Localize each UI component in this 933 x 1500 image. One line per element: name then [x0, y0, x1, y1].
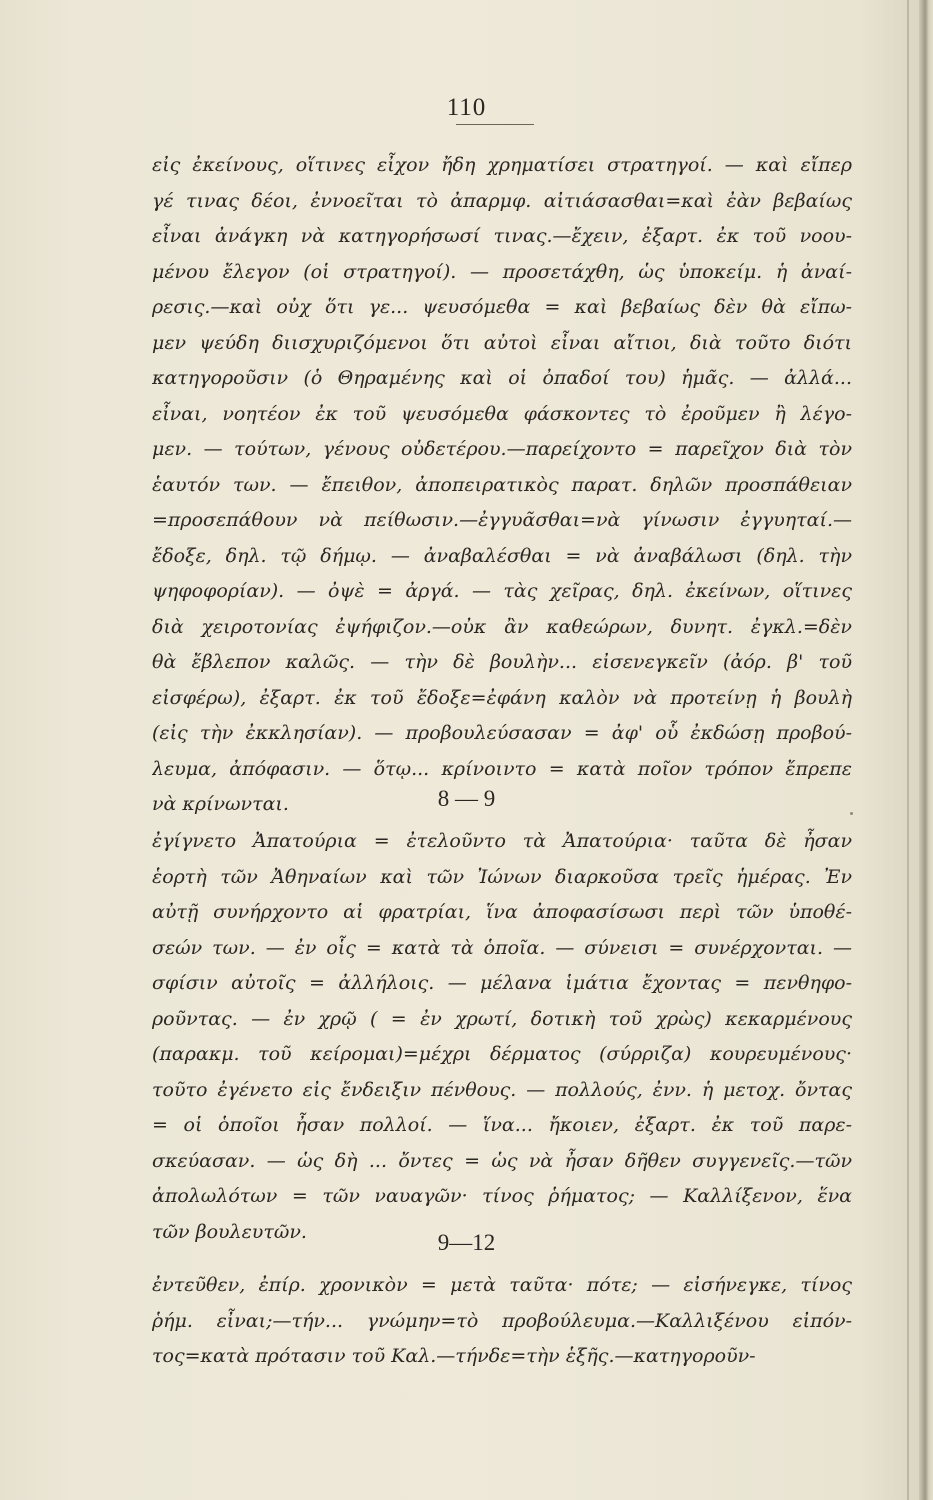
text-line: ἑορτὴ τῶν Ἀθηναίων καὶ τῶν Ἰώνων διαρκοῦσα τρεῖς ἡμέρας. Ἐν [152, 865, 852, 888]
text-line: κατηγοροῦσιν (ὁ Θηραμένης καὶ οἱ ὀπαδοί του) ἡμᾶς. — ἀλλά... [152, 367, 852, 389]
text-line: εἰς ἐκείνους, οἵτινες εἶχον ἤδη χρηματίσει στρατηγοί. — καὶ εἴπερ [152, 154, 852, 176]
text-line: μένου ἔλεγον (οἱ στρατηγοί). — προσετάχθη, ὡς ὑποκείμ. ἡ ἀναί- [152, 260, 852, 283]
text-line: διὰ χειροτονίας ἐψήφιζον.—οὐκ ἂν καθεώρων, δυνητ. ἐγκλ.=δὲν [152, 615, 852, 638]
text-line: =προσεπάθουν νὰ πείθωσιν.—ἐγγυᾶσθαι=νὰ γίνωσιν ἐγγυηταί.— [152, 509, 852, 531]
page-number-underline [456, 124, 534, 125]
commentary-block-3 [152, 1268, 852, 1375]
text-line: ἐγίγνετο Ἀπατούρια = ἐτελοῦντο τὰ Ἀπατούρια· ταῦτα δὲ ἦσαν [152, 830, 852, 852]
text-line: γέ τινας δέοι, ἐννοεῖται τὸ ἀπαρμφ. αἰτιάσασθαι=καὶ ἐὰν βεβαίως [152, 189, 852, 212]
text-line: εἰσφέρω), ἐξαρτ. ἐκ τοῦ ἔδοξε=ἐφάνη καλὸν νὰ προτείνῃ ἡ βουλὴ [152, 686, 852, 709]
text-line: σεών των. — ἐν οἷς = κατὰ τὰ ὁποῖα. — σύνεισι = συνέρχονται. — [152, 936, 852, 959]
section-heading-8-9: 8 — 9 [437, 786, 496, 811]
text-line: τος=κατὰ πρότασιν τοῦ Καλ.—τήνδε=τὴν ἑξῆς.—κατηγοροῦν- [152, 1345, 756, 1367]
page-number: 110 [446, 94, 487, 121]
commentary-paragraph [152, 1268, 852, 1375]
text-line: (εἰς τὴν ἐκκλησίαν). — προβουλεύσασαν = ἀφ' οὗ ἐκδώσῃ προβού- [152, 722, 852, 744]
commentary-paragraph [152, 148, 852, 823]
text-line: εἶναι, νοητέον ἐκ τοῦ ψευσόμεθα φάσκοντες τὸ ἐροῦμεν ἢ λέγο- [152, 402, 852, 425]
commentary-block-2 [152, 824, 852, 1250]
text-line: τοῦτο ἐγένετο εἰς ἔνδειξιν πένθους. — πολλούς, ἐνν. ἡ μετοχ. ὄντας [152, 1078, 852, 1101]
text-line: ῥήμ. εἶναι;—τήν... γνώμην=τὸ προβούλευμα.—Καλλιξένου εἰπόν- [152, 1309, 852, 1332]
text-line: θὰ ἔβλεπον καλῶς. — τὴν δὲ βουλὴν... εἰσενεγκεῖν (ἀόρ. β' τοῦ [152, 651, 852, 673]
text-line: μεν. — τούτων, γένους οὐδετέρου.—παρείχοντο = παρεῖχον διὰ τὸν [152, 438, 852, 460]
paper-speck [850, 812, 853, 815]
page-edge [919, 0, 933, 1500]
text-line: = οἱ ὁποῖοι ἦσαν πολλοί. — ἵνα... ἤκοιεν, ἐξαρτ. ἐκ τοῦ παρε- [152, 1114, 852, 1136]
text-line: σφίσιν αὐτοῖς = ἀλλήλοις. — μέλανα ἱμάτια ἔχοντας = πενθηφο- [152, 972, 852, 994]
text-line: μεν ψεύδη διισχυριζόμενοι ὅτι αὐτοὶ εἶναι αἴτιοι, διὰ τοῦτο διότι [152, 331, 852, 354]
text-line: ἐντεῦθεν, ἐπίρ. χρονικὸν = μετὰ ταῦτα· πότε; — εἰσήνεγκε, τίνος [152, 1274, 852, 1296]
commentary-paragraph [152, 824, 852, 1250]
text-line: ἑαυτόν των. — ἔπειθον, ἀποπειρατικὸς παρατ. δηλῶν προσπάθειαν [152, 473, 852, 496]
text-line: τῶν βουλευτῶν. [152, 1220, 307, 1243]
text-line: αὐτῇ συνήρχοντο αἱ φρατρίαι, ἵνα ἀποφασίσωσι περὶ τῶν ὑποθέ- [152, 901, 852, 923]
commentary-block-1 [152, 148, 852, 823]
section-heading-9-12: 9—12 [437, 1230, 496, 1255]
text-line: νὰ κρίνωνται. [152, 793, 289, 815]
text-line: ροῦντας. — ἐν χρῷ ( = ἐν χρωτί, δοτικὴ τοῦ χρὼς) κεκαρμένους [152, 1007, 852, 1030]
text-line: εἶναι ἀνάγκη νὰ κατηγορήσωσί τινας.—ἔχειν, ἐξαρτ. ἐκ τοῦ νοου- [152, 225, 852, 247]
text-line: ἔδοξε, δηλ. τῷ δήμῳ. — ἀναβαλέσθαι = νὰ ἀναβάλωσι (δηλ. τὴν [152, 544, 852, 567]
text-line: σκεύασαν. — ὡς δὴ ... ὄντες = ὡς νὰ ἦσαν δῆθεν συγγενεῖς.—τῶν [152, 1149, 852, 1172]
text-line: (παρακμ. τοῦ κείρομαι)=μέχρι δέρματος (σύρριζα) κουρευμένους· [152, 1043, 852, 1065]
text-line: λευμα, ἀπόφασιν. — ὅτῳ... κρίνοιντο = κατὰ ποῖον τρόπον ἔπρεπε [152, 757, 852, 780]
text-line: ρεσις.—καὶ οὐχ ὅτι γε... ψευσόμεθα = καὶ βεβαίως δὲν θὰ εἴπω- [152, 296, 852, 318]
text-line: ἀπολωλότων = τῶν ναυαγῶν· τίνος ῥήματος; — Καλλίξενον, ἕνα [152, 1185, 852, 1207]
page-gutter-line [907, 0, 909, 1500]
text-line: ψηφοφορίαν). — ὀψὲ = ἀργά. — τὰς χεῖρας, δηλ. ἐκείνων, οἵτινες [152, 580, 852, 602]
